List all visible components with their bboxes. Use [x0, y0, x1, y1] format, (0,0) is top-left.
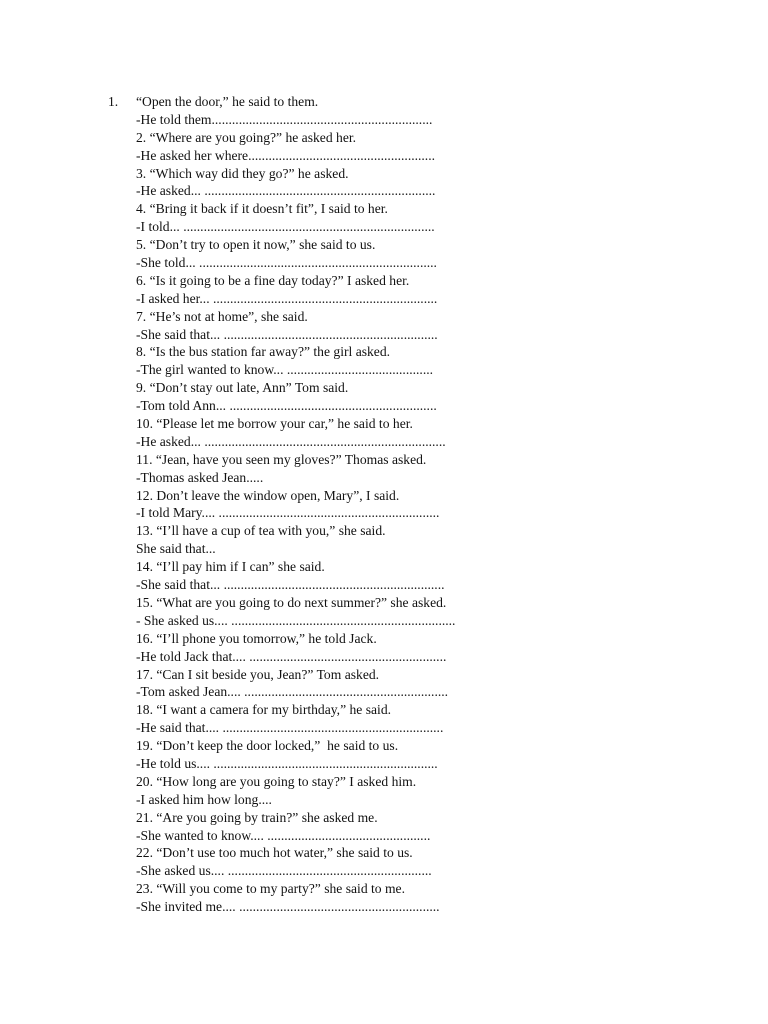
prompt-line	[0, 594, 768, 612]
prompt-line	[0, 451, 768, 469]
prompt-line	[0, 701, 768, 719]
line-text: -I asked him how long....	[136, 791, 272, 807]
line-text: -He asked... ....................................................................	[136, 183, 436, 199]
prompt-line	[0, 308, 768, 326]
line-text: -He said that.... .................................................................	[136, 720, 444, 736]
prompt-line	[0, 487, 768, 505]
item-1-number: 1.	[108, 94, 119, 109]
line-text: 12. Don’t leave the window open, Mary”, I said.	[136, 487, 400, 503]
line-text: -Tom told Ann... .............................................................	[136, 398, 437, 414]
answer-line	[0, 290, 768, 308]
line-text: She said that...	[136, 541, 216, 557]
prompt-line	[0, 880, 768, 898]
prompt-line	[0, 737, 768, 755]
answer-line	[0, 540, 768, 558]
answer-line	[0, 433, 768, 451]
line-text: 13. “I’ll have a cup of tea with you,” she said.	[136, 523, 386, 539]
line-text: 5. “Don’t try to open it now,” she said to us.	[136, 237, 376, 253]
line-text: -I told Mary.... .................................................................	[136, 505, 440, 521]
line-text: - She asked us.... ..................................................................	[136, 612, 456, 628]
line-text: -She said that... .................................................................	[136, 577, 445, 593]
answer-line	[0, 898, 768, 916]
line-text: -She wanted to know.... ................................................	[136, 827, 431, 843]
line-text: -She invited me.... ...........................................................	[136, 899, 440, 915]
line-text: 22. “Don’t use too much hot water,” she said to us.	[136, 845, 413, 861]
answer-line	[0, 791, 768, 809]
exercise-sheet	[0, 93, 768, 916]
line-text: 20. “How long are you going to stay?” I asked him.	[136, 773, 417, 789]
answer-line	[0, 111, 768, 129]
line-text: -He asked her where.......................................................	[136, 147, 436, 163]
answer-line	[0, 182, 768, 200]
line-text: 7. “He’s not at home”, she said.	[136, 308, 308, 324]
prompt-line	[0, 630, 768, 648]
answer-line	[0, 576, 768, 594]
line-text: -He told them.................................................................	[136, 111, 433, 127]
item-1-prompt-line	[0, 93, 768, 111]
line-text: 16. “I’ll phone you tomorrow,” he told Jack.	[136, 630, 377, 646]
line-text: 3. “Which way did they go?” he asked.	[136, 165, 349, 181]
prompt-line	[0, 415, 768, 433]
answer-line	[0, 648, 768, 666]
answer-line	[0, 827, 768, 845]
line-text: 2. “Where are you going?” he asked her.	[136, 129, 357, 145]
line-text: -The girl wanted to know... ...........................................	[136, 362, 434, 378]
answer-line	[0, 719, 768, 737]
prompt-line	[0, 666, 768, 684]
prompt-line	[0, 272, 768, 290]
line-text: 14. “I’ll pay him if I can” she said.	[136, 559, 325, 575]
line-text: -She told... ......................................................................	[136, 255, 437, 271]
line-text: -Tom asked Jean.... ............................................................	[136, 684, 449, 700]
line-text: 11. “Jean, have you seen my gloves?” Thomas asked.	[136, 451, 427, 467]
line-text: 17. “Can I sit beside you, Jean?” Tom asked.	[136, 666, 380, 682]
answer-line	[0, 361, 768, 379]
prompt-line	[0, 165, 768, 183]
prompt-line	[0, 809, 768, 827]
answer-line	[0, 504, 768, 522]
prompt-line	[0, 236, 768, 254]
line-text: -He told us.... ..................................................................	[136, 755, 438, 771]
item-1-prompt: “Open the door,” he said to them.	[136, 94, 319, 109]
line-text: 19. “Don’t keep the door locked,” he said to us.	[136, 738, 399, 754]
prompt-line	[0, 522, 768, 540]
line-text: 18. “I want a camera for my birthday,” he said.	[136, 702, 392, 718]
line-text: 10. “Please let me borrow your car,” he said to her.	[136, 416, 413, 432]
prompt-line	[0, 343, 768, 361]
line-text: 15. “What are you going to do next summer?” she asked.	[136, 594, 447, 610]
answer-line	[0, 254, 768, 272]
line-text: -I asked her... ..................................................................	[136, 290, 438, 306]
answer-line	[0, 683, 768, 701]
line-text: -She said that... ...............................................................	[136, 326, 438, 342]
line-text: -She asked us.... ............................................................	[136, 863, 432, 879]
prompt-line	[0, 558, 768, 576]
line-text: -Thomas asked Jean.....	[136, 469, 264, 485]
prompt-line	[0, 773, 768, 791]
line-text: 8. “Is the bus station far away?” the girl asked.	[136, 344, 391, 360]
prompt-line	[0, 129, 768, 147]
line-text: -He told Jack that.... ..........................................................	[136, 648, 447, 664]
answer-line	[0, 469, 768, 487]
prompt-line	[0, 200, 768, 218]
answer-line	[0, 326, 768, 344]
prompt-line	[0, 379, 768, 397]
answer-line	[0, 218, 768, 236]
line-text: -He asked... .......................................................................	[136, 433, 446, 449]
answer-line	[0, 147, 768, 165]
line-text: 23. “Will you come to my party?” she said to me.	[136, 881, 405, 897]
answer-line	[0, 755, 768, 773]
line-text: -I told... ..........................................................................	[136, 219, 435, 235]
prompt-line	[0, 844, 768, 862]
answer-line	[0, 862, 768, 880]
answer-line	[0, 397, 768, 415]
answer-line	[0, 612, 768, 630]
line-text: 4. “Bring it back if it doesn’t fit”, I said to her.	[136, 201, 388, 217]
line-text: 9. “Don’t stay out late, Ann” Tom said.	[136, 380, 349, 396]
line-text: 21. “Are you going by train?” she asked me.	[136, 809, 378, 825]
line-text: 6. “Is it going to be a fine day today?” I asked her.	[136, 272, 410, 288]
